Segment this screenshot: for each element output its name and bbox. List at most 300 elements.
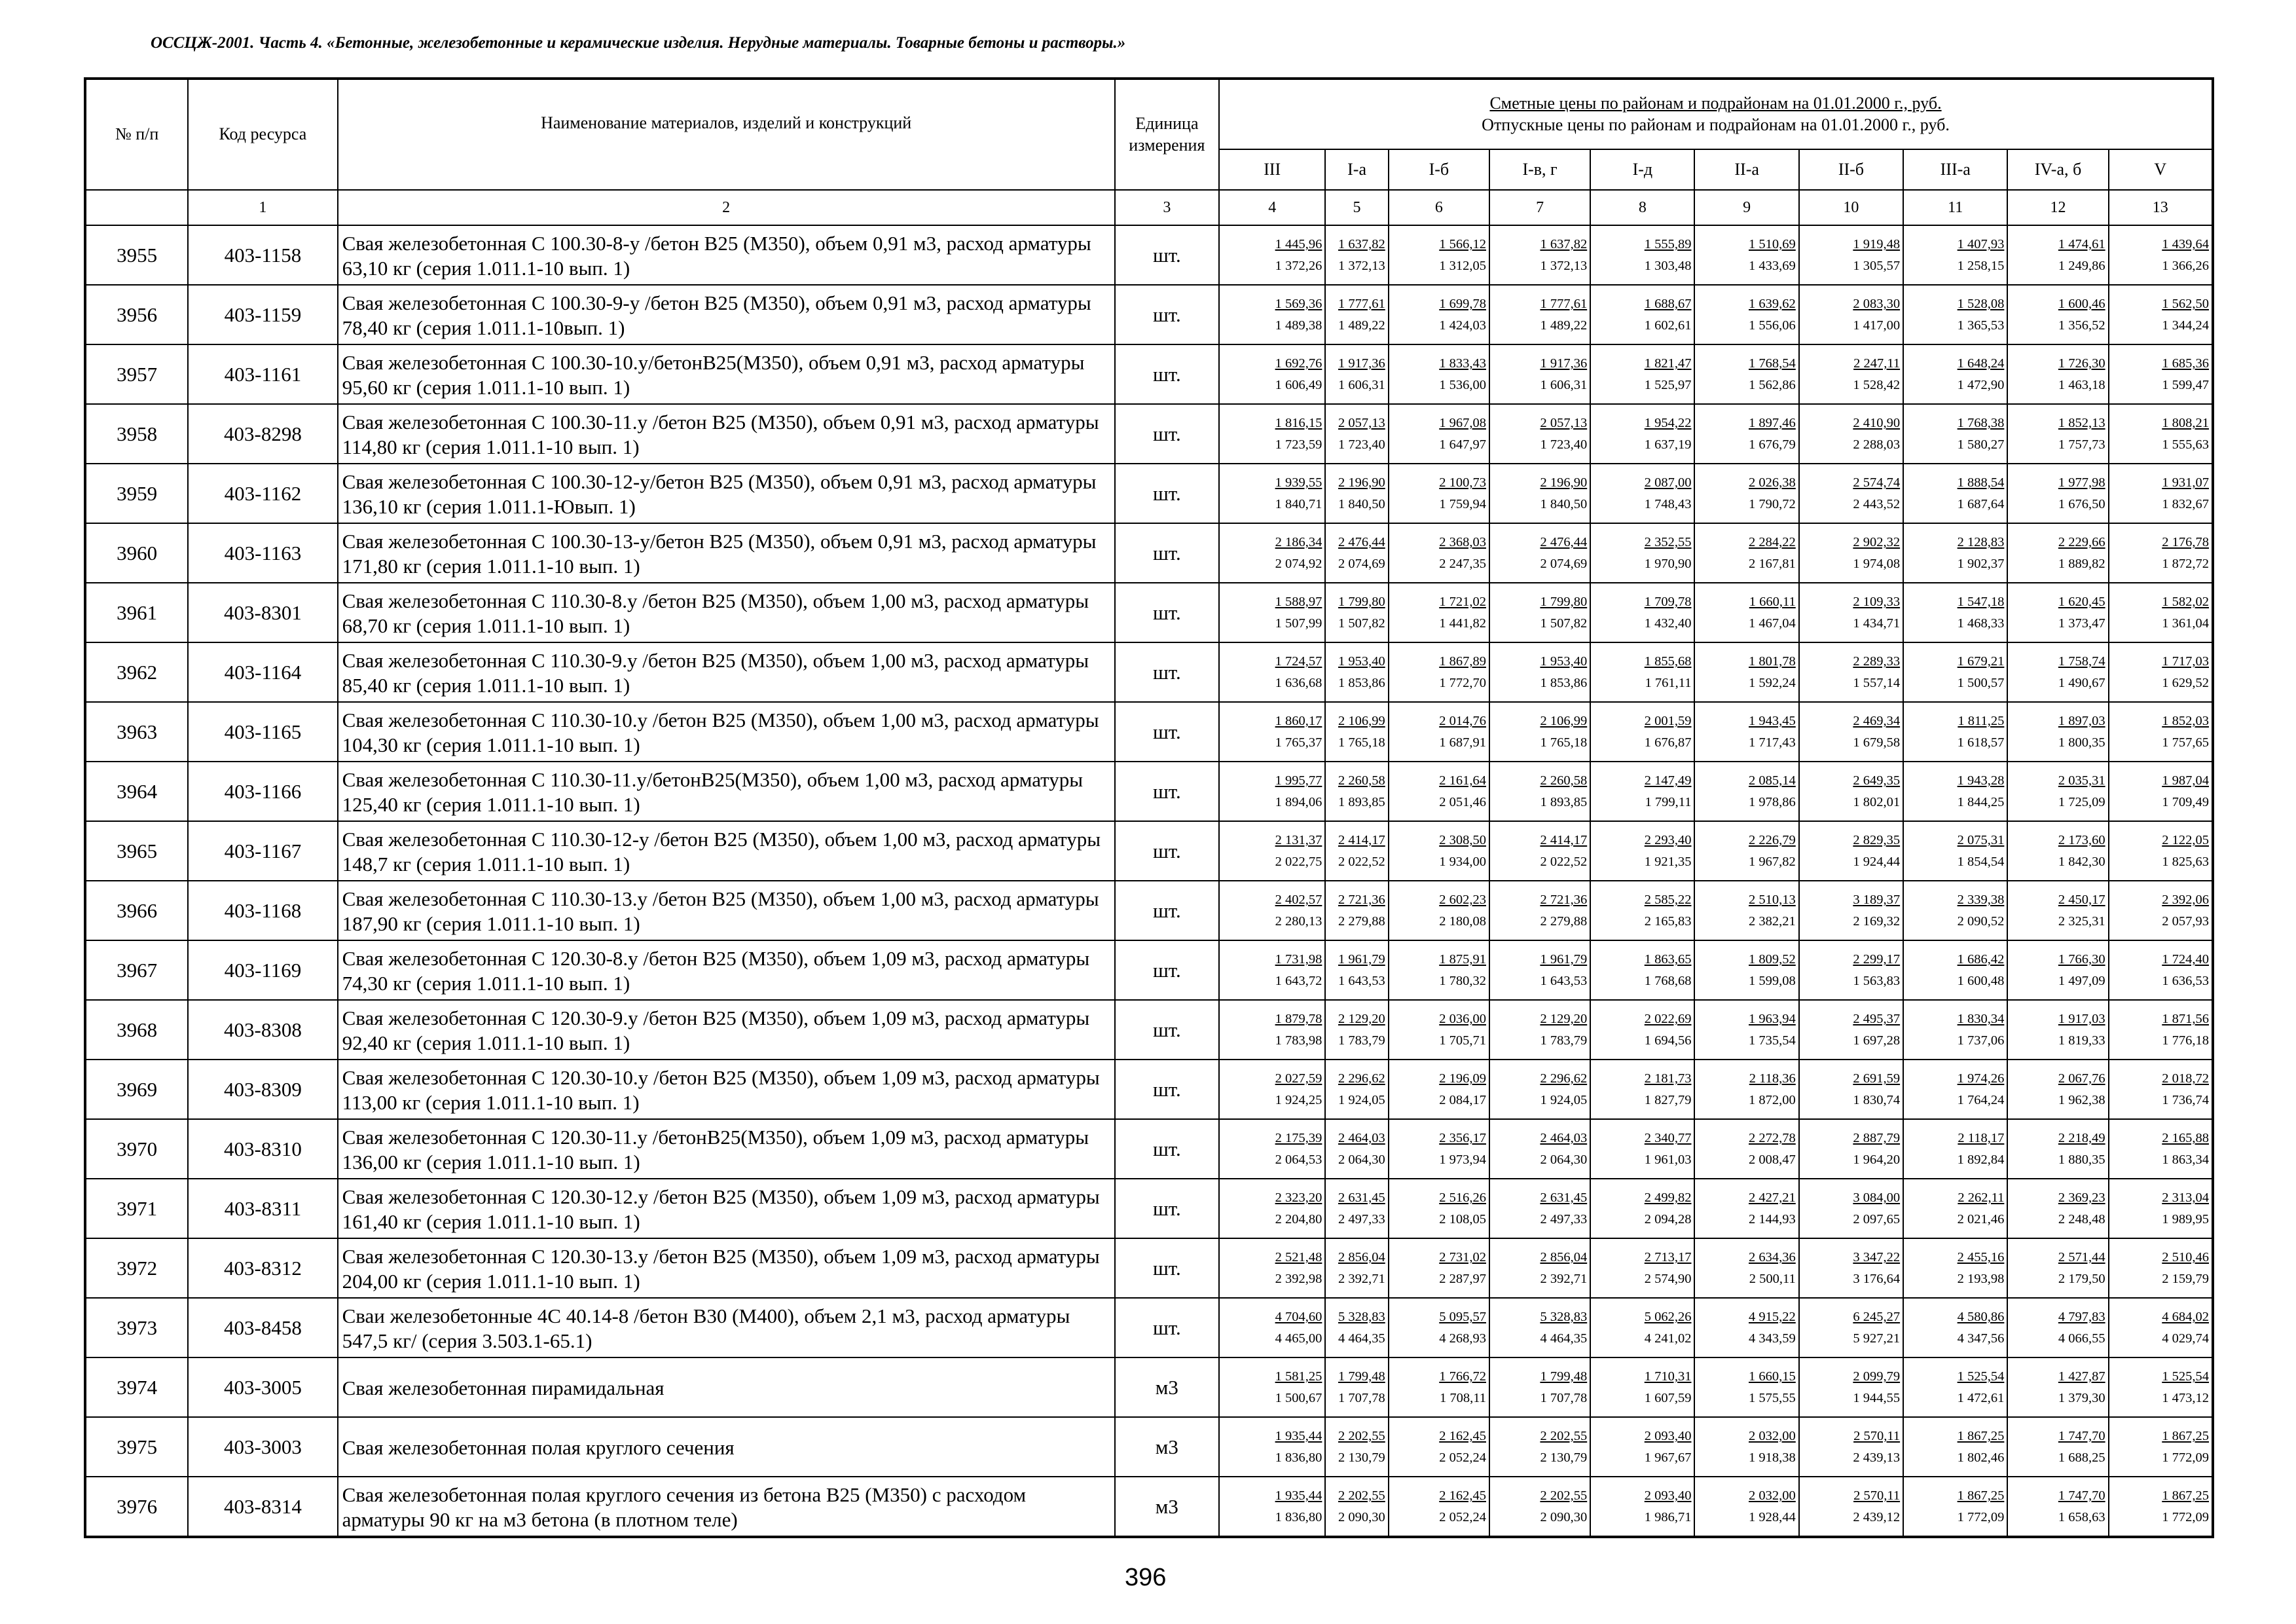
- price-cell: [2109, 881, 2213, 940]
- resource-code: 403-8458: [188, 1298, 337, 1357]
- release-price: 1 973,94: [1439, 1152, 1486, 1167]
- release-price: 2 022,52: [1540, 854, 1588, 869]
- estimate-price: 1 768,54: [1749, 356, 1796, 371]
- estimate-price: 2 296,62: [1338, 1071, 1385, 1086]
- release-price: 1 854,54: [1957, 854, 2005, 869]
- estimate-price: 2 571,44: [2058, 1250, 2105, 1264]
- estimate-price: 2 631,45: [1338, 1190, 1385, 1205]
- estimate-price: 1 888,54: [1957, 475, 2005, 490]
- price-cell: [1489, 1119, 1590, 1179]
- price-cell: [1325, 404, 1388, 464]
- estimate-price: 2 001,59: [1644, 714, 1692, 728]
- release-price: 1 467,04: [1749, 616, 1796, 631]
- release-price: 1 783,79: [1338, 1033, 1385, 1048]
- release-price: 2 179,50: [2058, 1271, 2105, 1286]
- row-number: 3973: [85, 1298, 188, 1357]
- estimate-price: 2 106,99: [1540, 714, 1588, 728]
- price-cell: [1799, 821, 1903, 881]
- price-cell: [1903, 1417, 2007, 1477]
- price-cell: [1694, 225, 1798, 285]
- release-price: 1 842,30: [2058, 854, 2105, 869]
- material-name: Свая железобетонная С 110.30-11.у/бетонВ25(М350), объем 1,00 м3, расход арматуры 125,40 кг (серия 1.011.1-10 вып. 1): [338, 762, 1115, 821]
- price-cell: [1389, 1000, 1489, 1060]
- release-price: 1 723,40: [1540, 437, 1588, 452]
- release-price: 2 165,83: [1644, 913, 1692, 929]
- estimate-price: 2 147,49: [1644, 773, 1692, 788]
- release-price: 2 439,13: [1853, 1450, 1901, 1465]
- release-price: 1 647,97: [1439, 437, 1486, 452]
- estimate-price: 2 186,34: [1275, 535, 1322, 549]
- price-cell: [1590, 1060, 1694, 1119]
- estimate-price: 1 816,15: [1275, 416, 1322, 430]
- price-cell: [1694, 1298, 1798, 1357]
- row-number: 3971: [85, 1179, 188, 1238]
- release-price: 2 130,79: [1338, 1450, 1385, 1465]
- table-row: [85, 881, 2213, 940]
- price-cell: [1489, 344, 1590, 404]
- release-price: 1 372,13: [1540, 258, 1588, 273]
- release-price: 2 288,03: [1853, 437, 1901, 452]
- release-price: 1 737,06: [1957, 1033, 2005, 1048]
- release-price: 2 064,30: [1338, 1152, 1385, 1167]
- estimate-price: 1 717,03: [2162, 654, 2209, 669]
- price-cell: [1489, 404, 1590, 464]
- release-price: 1 507,82: [1338, 616, 1385, 631]
- price-cell: [1389, 1179, 1489, 1238]
- header-region: I-в, г: [1489, 149, 1590, 190]
- release-price: 1 717,43: [1749, 735, 1796, 750]
- release-price: 1 305,57: [1853, 258, 1901, 273]
- release-price: 1 599,08: [1749, 973, 1796, 988]
- price-cell: [1219, 1357, 1325, 1417]
- release-price: 2 392,71: [1338, 1271, 1385, 1286]
- table-row: [85, 702, 2213, 762]
- release-price: 1 636,68: [1275, 675, 1322, 690]
- estimate-price: 1 961,79: [1338, 952, 1385, 967]
- row-number: 3962: [85, 642, 188, 702]
- estimate-price: 2 313,04: [2162, 1190, 2209, 1205]
- header-region: III: [1219, 149, 1325, 190]
- estimate-price: 1 637,82: [1540, 237, 1588, 251]
- estimate-price: 2 202,55: [1540, 1429, 1588, 1443]
- header-num: № п/п: [85, 79, 188, 190]
- release-price: 1 836,80: [1275, 1450, 1322, 1465]
- release-price: 1 555,63: [2162, 437, 2209, 452]
- release-price: 1 379,30: [2058, 1390, 2105, 1405]
- estimate-price: 1 855,68: [1644, 654, 1692, 669]
- release-price: 1 525,97: [1644, 377, 1692, 392]
- material-name: Свая железобетонная С 120.30-10.у /бетон В25 (М350), объем 1,09 м3, расход арматуры 113,00 кг (серия 1.011.1-10 вып. 1): [338, 1060, 1115, 1119]
- price-cell: [1325, 1357, 1388, 1417]
- price-cell: [1389, 523, 1489, 583]
- release-price: 1 528,42: [1853, 377, 1901, 392]
- release-price: 2 443,52: [1853, 496, 1901, 511]
- price-cell: [1389, 1357, 1489, 1417]
- price-cell: [1325, 1417, 1388, 1477]
- estimate-price: 1 917,36: [1338, 356, 1385, 371]
- estimate-price: 1 863,65: [1644, 952, 1692, 967]
- header-region: IV-а, б: [2007, 149, 2108, 190]
- release-price: 1 629,52: [2162, 675, 2209, 690]
- estimate-price: 1 648,24: [1957, 356, 2005, 371]
- header-unit: Единица измерения: [1115, 79, 1219, 190]
- release-price: 1 441,82: [1439, 616, 1486, 631]
- price-cell: [2007, 344, 2108, 404]
- table-row: [85, 1417, 2213, 1477]
- estimate-price: 2 202,55: [1540, 1488, 1588, 1503]
- price-cell: [2109, 702, 2213, 762]
- material-name: Свая железобетонная С 120.30-11.у /бетонВ25(М350), объем 1,09 м3, расход арматуры 136,00 кг (серия 1.011.1-10 вып. 1): [338, 1119, 1115, 1179]
- estimate-price: 1 897,46: [1749, 416, 1796, 430]
- release-price: 1 643,72: [1275, 973, 1322, 988]
- release-price: 1 643,53: [1338, 973, 1385, 988]
- estimate-price: 1 809,52: [1749, 952, 1796, 967]
- estimate-price: 1 867,25: [2162, 1488, 2209, 1503]
- estimate-price: 2 299,17: [1853, 952, 1901, 967]
- release-price: 1 472,90: [1957, 377, 2005, 392]
- price-cell: [1590, 1477, 1694, 1537]
- estimate-price: 1 961,79: [1540, 952, 1588, 967]
- estimate-price: 2 057,13: [1540, 416, 1588, 430]
- release-price: 1 658,63: [2058, 1509, 2105, 1524]
- release-price: 1 676,87: [1644, 735, 1692, 750]
- release-price: 1 765,18: [1338, 735, 1385, 750]
- estimate-price: 2 026,38: [1749, 475, 1796, 490]
- estimate-price: 2 634,36: [1749, 1250, 1796, 1264]
- release-price: 1 819,33: [2058, 1033, 2105, 1048]
- estimate-price: 2 495,37: [1853, 1012, 1901, 1026]
- estimate-price: 2 129,20: [1338, 1012, 1385, 1026]
- material-name: Свая железобетонная С 120.30-12.у /бетон В25 (М350), объем 1,09 м3, расход арматуры 161,40 кг (серия 1.011.1-10 вып. 1): [338, 1179, 1115, 1238]
- release-price: 2 064,30: [1540, 1152, 1588, 1167]
- release-price: 1 924,05: [1540, 1092, 1588, 1107]
- price-cell: [1590, 225, 1694, 285]
- price-cell: [2109, 1477, 2213, 1537]
- estimate-price: 1 721,02: [1439, 595, 1486, 609]
- estimate-price: 1 620,45: [2058, 595, 2105, 609]
- release-price: 5 927,21: [1853, 1331, 1901, 1346]
- estimate-price: 2 262,11: [1958, 1190, 2005, 1205]
- price-cell: [1694, 940, 1798, 1000]
- release-price: 1 802,01: [1853, 794, 1901, 809]
- estimate-price: 2 027,59: [1275, 1071, 1322, 1086]
- estimate-price: 1 566,12: [1439, 237, 1486, 251]
- estimate-price: 4 797,83: [2058, 1310, 2105, 1324]
- release-price: 1 599,47: [2162, 377, 2209, 392]
- estimate-price: 3 347,22: [1853, 1250, 1901, 1264]
- price-cell: [2007, 702, 2108, 762]
- release-price: 1 825,63: [2162, 854, 2209, 869]
- price-cell: [1389, 940, 1489, 1000]
- resource-code: 403-8309: [188, 1060, 337, 1119]
- release-price: 1 434,71: [1853, 616, 1901, 631]
- price-cell: [2007, 1417, 2108, 1477]
- estimate-price: 1 867,89: [1439, 654, 1486, 669]
- estimate-price: 1 879,78: [1275, 1012, 1322, 1026]
- price-cell: [1219, 940, 1325, 1000]
- release-price: 1 802,46: [1957, 1450, 2005, 1465]
- table-row: [85, 1000, 2213, 1060]
- estimate-price: 2 260,58: [1540, 773, 1588, 788]
- header-price-title: [1219, 79, 2213, 149]
- estimate-price: 2 570,11: [1853, 1488, 1901, 1503]
- price-cell: [1219, 1179, 1325, 1238]
- release-price: 1 764,24: [1957, 1092, 2005, 1107]
- price-cell: [1325, 1119, 1388, 1179]
- row-number: 3972: [85, 1238, 188, 1298]
- header-region: V: [2109, 149, 2213, 190]
- unit: шт.: [1115, 523, 1219, 583]
- price-cell: [2109, 940, 2213, 1000]
- price-cell: [2007, 821, 2108, 881]
- estimate-price: 1 474,61: [2058, 237, 2105, 251]
- price-cell: [1325, 1477, 1388, 1537]
- estimate-price: 2 721,36: [1338, 893, 1385, 907]
- release-price: 1 893,85: [1540, 794, 1588, 809]
- release-price: 4 465,00: [1275, 1331, 1322, 1346]
- price-cell: [2007, 583, 2108, 642]
- price-cell: [1590, 881, 1694, 940]
- price-cell: [1389, 583, 1489, 642]
- row-number: 3959: [85, 464, 188, 523]
- resource-code: 403-8310: [188, 1119, 337, 1179]
- estimate-price: 1 860,17: [1275, 714, 1322, 728]
- price-cell: [1903, 404, 2007, 464]
- price-cell: [1799, 1000, 1903, 1060]
- price-cell: [2109, 523, 2213, 583]
- release-price: 4 464,35: [1540, 1331, 1588, 1346]
- price-cell: [1694, 464, 1798, 523]
- price-cell: [1694, 1417, 1798, 1477]
- estimate-price: 5 095,57: [1439, 1310, 1486, 1324]
- estimate-price: 2 083,30: [1853, 297, 1901, 311]
- estimate-price: 5 328,83: [1540, 1310, 1588, 1324]
- price-cell: [2007, 1060, 2108, 1119]
- price-cell: [1489, 702, 1590, 762]
- price-cell: [1590, 821, 1694, 881]
- material-name: Свая железобетонная С 120.30-13.у /бетон В25 (М350), объем 1,09 м3, расход арматуры 204,00 кг (серия 1.011.1-10 вып. 1): [338, 1238, 1115, 1298]
- price-cell: [1219, 464, 1325, 523]
- estimate-price: 1 407,93: [1957, 237, 2005, 251]
- material-name: Свая железобетонная С 120.30-8.у /бетон В25 (М350), объем 1,09 м3, расход арматуры 74,30 кг (серия 1.011.1-10 вып. 1): [338, 940, 1115, 1000]
- price-cell: [1903, 702, 2007, 762]
- price-cell: [2007, 762, 2108, 821]
- release-price: 1 490,67: [2058, 675, 2105, 690]
- price-cell: [1489, 762, 1590, 821]
- price-cell: [1489, 464, 1590, 523]
- price-cell: [1694, 881, 1798, 940]
- price-cell: [1325, 1298, 1388, 1357]
- price-cell: [1219, 821, 1325, 881]
- release-price: 1 705,71: [1439, 1033, 1486, 1048]
- estimate-price: 1 525,54: [2162, 1369, 2209, 1384]
- price-cell: [2109, 642, 2213, 702]
- price-cell: [1799, 464, 1903, 523]
- price-cell: [1489, 642, 1590, 702]
- release-price: 2 057,93: [2162, 913, 2209, 929]
- release-price: 1 978,86: [1749, 794, 1796, 809]
- estimate-price: 1 867,25: [2162, 1429, 2209, 1443]
- estimate-price: 2 414,17: [1338, 833, 1385, 847]
- release-price: 1 472,61: [1957, 1390, 2005, 1405]
- release-price: 2 022,75: [1275, 854, 1322, 869]
- release-price: 1 489,22: [1338, 318, 1385, 333]
- price-cell: [1590, 583, 1694, 642]
- column-number-row: [85, 190, 2213, 225]
- resource-code: 403-1161: [188, 344, 337, 404]
- estimate-price: 2 721,36: [1540, 893, 1588, 907]
- release-price: 1 830,74: [1853, 1092, 1901, 1107]
- estimate-price: 2 713,17: [1644, 1250, 1692, 1264]
- estimate-price: 2 106,99: [1338, 714, 1385, 728]
- resource-code: 403-8301: [188, 583, 337, 642]
- estimate-price: 2 202,55: [1338, 1488, 1385, 1503]
- release-price: 1 736,74: [2162, 1092, 2209, 1107]
- estimate-price: 2 691,59: [1853, 1071, 1901, 1086]
- price-cell: [1799, 1357, 1903, 1417]
- estimate-price: 1 953,40: [1338, 654, 1385, 669]
- release-price: 2 500,11: [1749, 1271, 1796, 1286]
- estimate-price: 1 777,61: [1338, 297, 1385, 311]
- price-cell: [1219, 1119, 1325, 1179]
- price-cell: [1489, 1477, 1590, 1537]
- table-row: [85, 642, 2213, 702]
- release-price: 1 836,80: [1275, 1509, 1322, 1524]
- resource-code: 403-8311: [188, 1179, 337, 1238]
- table-row: [85, 940, 2213, 1000]
- estimate-price: 2 455,16: [1957, 1250, 2005, 1264]
- release-price: 1 725,09: [2058, 794, 2105, 809]
- price-cell: [2007, 285, 2108, 344]
- unit: шт.: [1115, 642, 1219, 702]
- price-cell: [2109, 1119, 2213, 1179]
- row-number: 3958: [85, 404, 188, 464]
- header-region: I-б: [1389, 149, 1489, 190]
- estimate-price: 2 202,55: [1338, 1429, 1385, 1443]
- price-cell: [1325, 285, 1388, 344]
- estimate-price: 2 339,38: [1957, 893, 2005, 907]
- price-cell: [1799, 1298, 1903, 1357]
- release-price: 4 241,02: [1644, 1331, 1692, 1346]
- price-cell: [1694, 1119, 1798, 1179]
- price-cell: [2109, 464, 2213, 523]
- header-column-number: 12: [2007, 190, 2108, 225]
- material-name: Свая железобетонная полая круглого сечения: [338, 1417, 1115, 1477]
- estimate-price: 2 196,90: [1338, 475, 1385, 490]
- header-region: I-д: [1590, 149, 1694, 190]
- price-cell: [1903, 1477, 2007, 1537]
- price-cell: [1694, 642, 1798, 702]
- estimate-price: 2 099,79: [1853, 1369, 1901, 1384]
- estimate-price: 2 510,46: [2162, 1250, 2209, 1264]
- price-cell: [1799, 1119, 1903, 1179]
- estimate-price: 1 939,55: [1275, 475, 1322, 490]
- material-name: Свая железобетонная С 100.30-11.у /бетон В25 (М350), объем 0,91 м3, расход арматуры 114,80 кг (серия 1.011.1-10 вып. 1): [338, 404, 1115, 464]
- price-cell: [1219, 344, 1325, 404]
- price-cell: [2007, 1298, 2108, 1357]
- price-cell: [2109, 1179, 2213, 1238]
- estimate-price: 1 692,76: [1275, 356, 1322, 371]
- estimate-price: 1 811,25: [1958, 714, 2005, 728]
- release-price: 1 783,98: [1275, 1033, 1322, 1048]
- release-price: 1 602,61: [1644, 318, 1692, 333]
- unit: м3: [1115, 1477, 1219, 1537]
- price-cell: [1590, 1119, 1694, 1179]
- price-cell: [1489, 1060, 1590, 1119]
- estimate-price: 1 581,25: [1275, 1369, 1322, 1384]
- release-price: 1 258,15: [1957, 258, 2005, 273]
- release-price: 2 180,08: [1439, 913, 1486, 929]
- release-price: 1 312,05: [1439, 258, 1486, 273]
- estimate-price: 1 777,61: [1540, 297, 1588, 311]
- estimate-price: 1 555,89: [1644, 237, 1692, 251]
- price-cell: [2109, 821, 2213, 881]
- estimate-price: 1 852,03: [2162, 714, 2209, 728]
- release-price: 1 863,34: [2162, 1152, 2209, 1167]
- estimate-price: 1 679,21: [1957, 654, 2005, 669]
- price-cell: [1903, 881, 2007, 940]
- price-cell: [1903, 1000, 2007, 1060]
- price-cell: [1903, 464, 2007, 523]
- release-price: 1 765,18: [1540, 735, 1588, 750]
- price-cell: [1799, 1417, 1903, 1477]
- unit: шт.: [1115, 225, 1219, 285]
- unit: шт.: [1115, 404, 1219, 464]
- release-price: 2 021,46: [1957, 1211, 2005, 1227]
- material-name: Свая железобетонная С 110.30-9.у /бетон В25 (М350), объем 1,00 м3, расход арматуры 85,40 кг (серия 1.011.1-10 вып. 1): [338, 642, 1115, 702]
- price-cell: [2109, 344, 2213, 404]
- estimate-price: 1 808,21: [2162, 416, 2209, 430]
- estimate-price: 2 427,21: [1749, 1190, 1796, 1205]
- release-price: 2 193,98: [1957, 1271, 2005, 1286]
- price-cell: [1694, 404, 1798, 464]
- price-cell: [1694, 821, 1798, 881]
- estimate-price: 1 953,40: [1540, 654, 1588, 669]
- estimate-price: 1 931,07: [2162, 475, 2209, 490]
- estimate-price: 1 709,78: [1644, 595, 1692, 609]
- estimate-price: 1 747,70: [2058, 1488, 2105, 1503]
- estimate-price: 1 799,48: [1540, 1369, 1588, 1384]
- estimate-price: 2 109,33: [1853, 595, 1901, 609]
- estimate-price: 2 176,78: [2162, 535, 2209, 549]
- estimate-price: 1 799,48: [1338, 1369, 1385, 1384]
- price-cell: [1694, 762, 1798, 821]
- release-price: 1 507,99: [1275, 616, 1322, 631]
- estimate-price: 2 284,22: [1749, 535, 1796, 549]
- estimate-price: 2 093,40: [1644, 1429, 1692, 1443]
- estimate-price: 1 525,54: [1957, 1369, 2005, 1384]
- estimate-price: 1 758,74: [2058, 654, 2105, 669]
- estimate-price: 2 631,45: [1540, 1190, 1588, 1205]
- price-cell: [1389, 285, 1489, 344]
- price-cell: [1799, 1060, 1903, 1119]
- release-price: 2 248,48: [2058, 1211, 2105, 1227]
- estimate-price: 1 699,78: [1439, 297, 1486, 311]
- release-price: 4 268,93: [1439, 1331, 1486, 1346]
- release-price: 2 008,47: [1749, 1152, 1796, 1167]
- release-price: 1 679,58: [1853, 735, 1901, 750]
- table-row: [85, 1477, 2213, 1537]
- estimate-price: 2 128,83: [1957, 535, 2005, 549]
- header-column-number: 4: [1219, 190, 1325, 225]
- estimate-price: 1 935,44: [1275, 1429, 1322, 1443]
- price-cell: [1219, 881, 1325, 940]
- estimate-price: 1 686,42: [1957, 952, 2005, 967]
- release-price: 1 924,25: [1275, 1092, 1322, 1107]
- price-cell: [1903, 762, 2007, 821]
- release-price: 1 606,31: [1338, 377, 1385, 392]
- release-price: 2 247,35: [1439, 556, 1486, 571]
